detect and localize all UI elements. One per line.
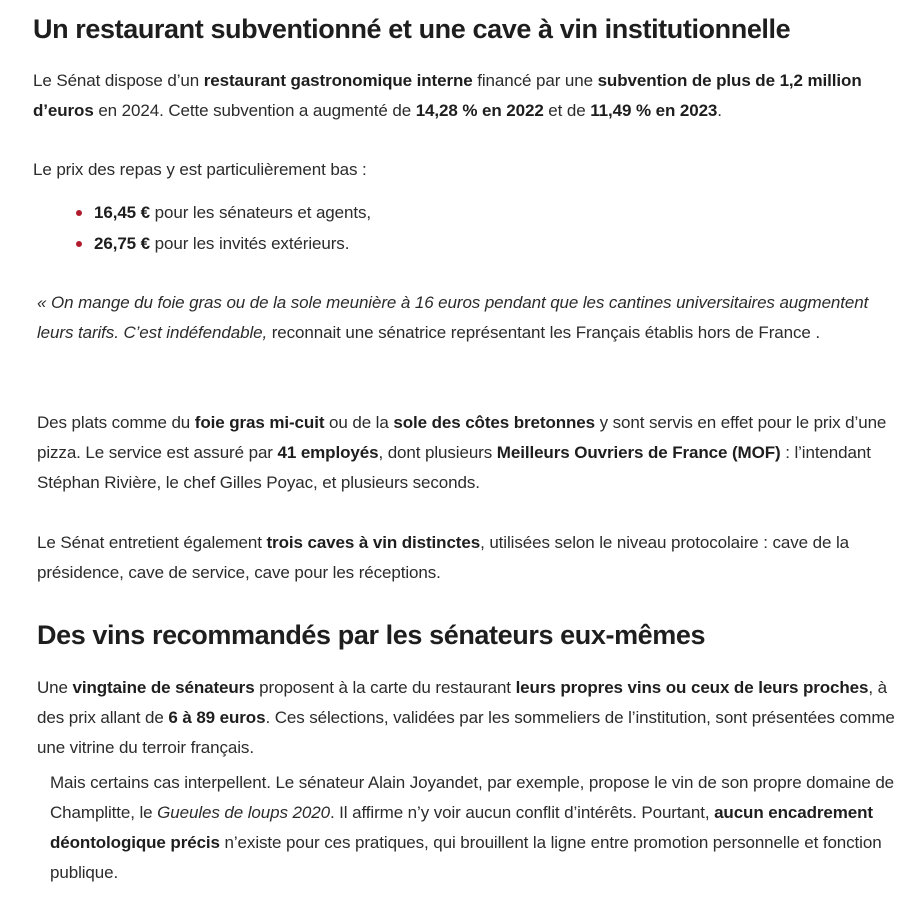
text: y sont servis en effet pour le prix d’une pizza. Le service est assuré par [37, 413, 887, 462]
text: , dont plusieurs [378, 443, 497, 462]
paragraph-caves [37, 528, 902, 588]
paragraph-prix-intro: Le prix des repas y est particulièrement bas : [33, 160, 367, 179]
bold-text: Meilleurs Ouvriers de France (MOF) [496, 443, 781, 462]
section-heading-vins: Des vins recommandés par les sénateurs eux-mêmes [37, 620, 706, 650]
price-label: pour les sénateurs et agents, [150, 203, 372, 222]
text: et de [543, 101, 591, 120]
italic-text: Gueules de loups 2020 [157, 803, 330, 822]
text: : l’intendant Stéphan Rivière, le chef Gilles Poyac, et plusieurs seconds. [37, 443, 871, 492]
text: en 2024. Cette subvention a augmenté de [93, 101, 416, 120]
price-list [76, 197, 876, 259]
paragraph-joyandet [50, 768, 895, 888]
paragraph-subvention [33, 66, 893, 126]
text: proposent à la carte du restaurant [254, 678, 516, 697]
text: , utilisées selon le niveau protocolaire : cave de la présidence, cave de service, cave pour les réceptions. [37, 533, 849, 582]
bold-text: aucun encadrement déontologique précis [50, 803, 873, 852]
text: Une [37, 678, 73, 697]
bold-text: 6 à 89 euros [168, 708, 266, 727]
text: Le Sénat entretient également [37, 533, 267, 552]
price-label: pour les invités extérieurs. [150, 234, 350, 253]
bold-text: 41 employés [277, 443, 379, 462]
paragraph-senateurs [37, 673, 902, 763]
bold-text: 11,49 % en 2023 [590, 101, 718, 120]
bullet-icon [76, 241, 82, 247]
text: . Il affirme n’y voir aucun conflit d’intérêts. Pourtant, [329, 803, 715, 822]
text: . [717, 101, 722, 120]
bold-text: foie gras mi-cuit [194, 413, 325, 432]
text: Le Sénat dispose d’un [33, 71, 204, 90]
text: financé par une [472, 71, 598, 90]
text: . Ces sélections, validées par les sommeliers de l’institution, sont présentées comme une vitrine du terroir français. [37, 708, 895, 757]
text: reconnait une sénatrice représentant les Français établis hors de France . [267, 323, 820, 342]
paragraph-plats [37, 408, 902, 498]
text: Des plats comme du [37, 413, 195, 432]
text: n’existe pour ces pratiques, qui brouillent la ligne entre promotion personnelle et fonction publique. [50, 833, 882, 882]
paragraph-quote [37, 288, 902, 348]
list-item [76, 228, 876, 259]
bold-text: restaurant gastronomique interne [203, 71, 473, 90]
section-heading-restaurant: Un restaurant subventionné et une cave à vin institutionnelle [33, 14, 791, 44]
bold-text: 14,28 % en 2022 [415, 101, 544, 120]
price-amount: 16,45 € [94, 203, 151, 222]
text: Mais certains cas interpellent. Le sénateur Alain Joyandet, par exemple, propose le vin de son propre domaine de Champlitte, le [50, 773, 895, 822]
bullet-icon [76, 210, 82, 216]
quote-text: « On mange du foie gras ou de la sole meunière à 16 euros pendant que les cantines universitaires augmentent leurs tarifs. C’est indéfendable, [37, 293, 869, 342]
price-amount: 26,75 € [94, 234, 151, 253]
text: ou de la [324, 413, 394, 432]
list-item [76, 197, 876, 228]
bold-text: vingtaine de sénateurs [72, 678, 255, 697]
bold-text: trois caves à vin distinctes [266, 533, 481, 552]
bold-text: sole des côtes bretonnes [393, 413, 596, 432]
text: , à des prix allant de [37, 678, 887, 727]
bold-text: leurs propres vins ou ceux de leurs proches [515, 678, 869, 697]
bold-text: subvention de plus de 1,2 million d’euros [33, 71, 862, 120]
